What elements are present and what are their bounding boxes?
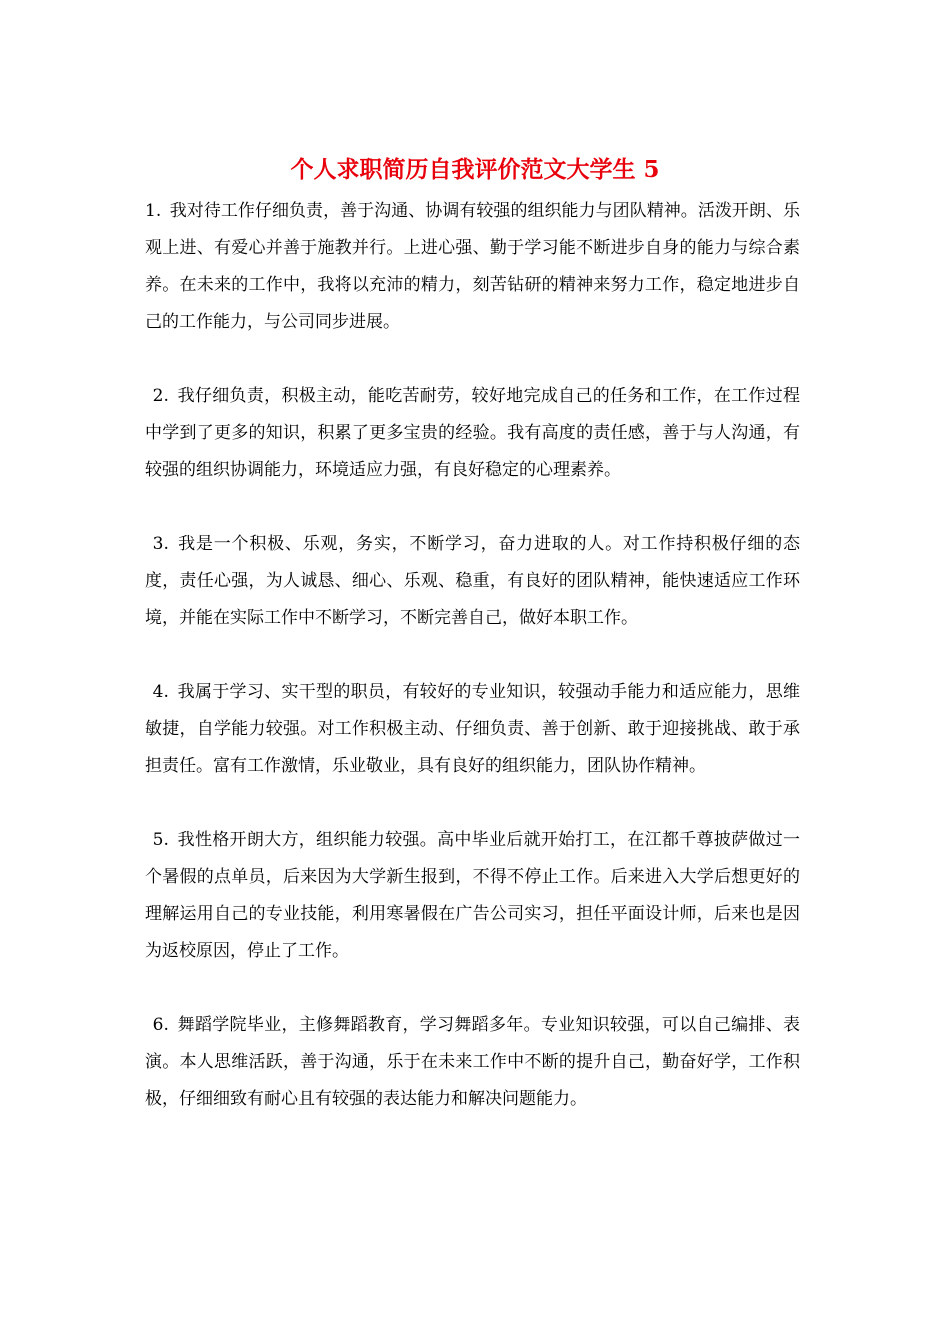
document-body <box>145 193 800 1155</box>
paragraph-number: 1. <box>145 201 162 221</box>
paragraph-text: 我性格开朗大方，组织能力较强。高中毕业后就开始打工，在江都千尊披萨做过一个暑假的点单员，后来因为大学新生报到，不得不停止工作。后来进入大学后想更好的理解运用自己的专业技能，利用寒暑假在广告公司实习，担任平面设计师，后来也是因为返校原因，停止了工作。 <box>145 830 800 961</box>
paragraph-number: 4. <box>152 682 169 702</box>
paragraph-6 <box>145 1007 800 1118</box>
paragraph-text: 我属于学习、实干型的职员，有较好的专业知识，较强动手能力和适应能力，思维敏捷，自学能力较强。对工作积极主动、仔细负责、善于创新、敢于迎接挑战、敢于承担责任。富有工作激情，乐业敬业，具有良好的组织能力，团队协作精神。 <box>145 682 800 776</box>
paragraph-3 <box>145 526 800 637</box>
paragraph-2 <box>145 378 800 489</box>
paragraph-text: 我对待工作仔细负责，善于沟通、协调有较强的组织能力与团队精神。活泼开朗、乐观上进、有爱心并善于施教并行。上进心强、勤于学习能不断进步自身的能力与综合素养。在未来的工作中，我将以充沛的精力，刻苦钻研的精神来努力工作，稳定地进步自己的工作能力，与公司同步进展。 <box>145 201 800 332</box>
paragraph-1 <box>145 193 800 341</box>
paragraph-5 <box>145 822 800 970</box>
paragraph-number: 3. <box>152 534 169 554</box>
paragraph-number: 6. <box>152 1015 169 1035</box>
paragraph-text: 我是一个积极、乐观，务实，不断学习，奋力进取的人。对工作持积极仔细的态度，责任心强，为人诚恳、细心、乐观、稳重，有良好的团队精神，能快速适应工作环境，并能在实际工作中不断学习，不断完善自己，做好本职工作。 <box>145 534 800 628</box>
paragraph-number: 5. <box>152 830 169 850</box>
paragraph-text: 舞蹈学院毕业，主修舞蹈教育，学习舞蹈多年。专业知识较强，可以自己编排、表演。本人思维活跃，善于沟通，乐于在未来工作中不断的提升自己，勤奋好学，工作积极，仔细细致有耐心且有较强的表达能力和解决问题能力。 <box>145 1015 800 1109</box>
paragraph-4 <box>145 674 800 785</box>
page-title: 个人求职简历自我评价范文大学生 5 <box>290 156 660 183</box>
paragraph-text: 我仔细负责，积极主动，能吃苦耐劳，较好地完成自己的任务和工作，在工作过程中学到了更多的知识，积累了更多宝贵的经验。我有高度的责任感，善于与人沟通，有较强的组织协调能力，环境适应力强，有良好稳定的心理素养。 <box>145 386 800 480</box>
paragraph-number: 2. <box>152 386 169 406</box>
